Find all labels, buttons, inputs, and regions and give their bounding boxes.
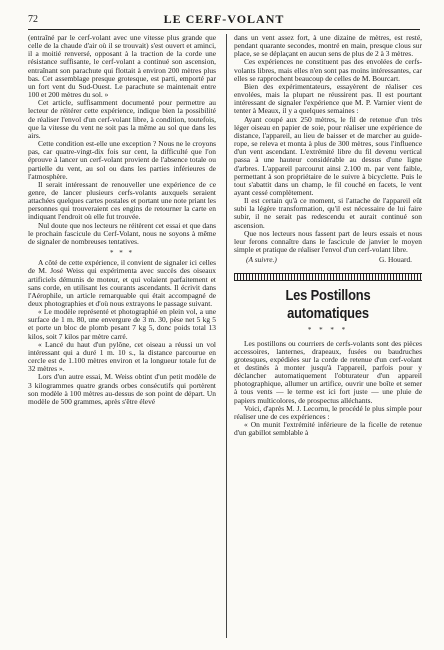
right-column xyxy=(234,34,422,437)
left-column xyxy=(28,34,216,406)
paragraph: Ayant coupé aux 250 mètres, le fil de retenue d'un très léger oiseau en papier de soie, pour réaliser une expérience de distance, l'appareil, au lieu de baisser et de marcher au guide-rope, se releva et monta à plus de 300 mètres, sous l'influence d'un vent ascendant. L'extrémité libre du fil devenu vertical passa à une hauteur considérable au dessus d'une ligne d'arbres. L'appareil parcourut ainsi 2.100 m. par vent faible, permettant à son propriétaire de le suivre à bicyclette. Puis le tout s'abattit dans un champ, le fil couché en facets, le vent ayant cessé complètement. xyxy=(234,114,422,197)
title-stars: * * * * xyxy=(307,326,349,335)
paragraph: Bien des expérimentateurs, essayèrent de réaliser ces envolées, mais la plupart ne réussirent pas. Il est pourtant intéressant de signaler l'expérience que M. P. Varnier vient de tenter à Meaux, il y a quelques semaines : xyxy=(234,81,422,116)
paragraph: Nul doute que nos lecteurs ne réitèrent cet essai et que dans le prochain fascicule du Cerf-Volant, nous ne soyons à même de signaler de nombreuses tentatives. xyxy=(28,220,216,246)
running-title: LE CERF-VOLANT xyxy=(163,12,285,26)
section-stars: * * * xyxy=(110,249,134,258)
paragraph: « Le modèle représenté et photographié en plein vol, a une surface de 1 m. 80, une envergure de 3 m. 30, pèse net 5 kg 5 et porte un bloc de plomb pesant 7 kg 5, donc poids total 13 kilos, soit 7 kilos par mètre carré. xyxy=(28,307,216,341)
paragraph: Il est certain qu'à ce moment, si l'attache de l'appareil eût subi la légère transformation, qu'il est nécessaire de lui faire subir, il ne serait pas redescendu et aurait continué son ascension. xyxy=(234,196,422,230)
column-divider xyxy=(226,34,227,638)
paragraph: Les postillons ou courriers de cerfs-volants sont des pièces accessoires, lanternes, drapeaux, fusées ou baudruches grotesques, expédiées sur la corde de retenue d'un cerf-volant et destinés à monter jusqu'à l'appareil, parfois pour y déclancher automatiquement l'obturateur d'un appareil photographique, allumer un artifice, ouvrir une boîte et semer à tous vents — le terme est ici fort juste — une pluie de papiers multicolores, de prospectus alléchants. xyxy=(234,338,422,405)
paragraph: Cette condition est-elle une exception ? Nous ne le croyons pas, car quatre-vingt-dix fois sur cent, la difficulté que l'on éprouve à lancer un cerf-volant provient de l'absence totale ou partielle du vent, au sol ou dans les parties inférieures de l'atmosphère. xyxy=(28,139,216,181)
paragraph: Lors d'un autre essai, M. Weiss obtint d'un petit modèle de 3 kilogrammes quatre grands orbes consécutifs qui portèrent son modèle à 100 mètres au-dessus de son point de départ. Un modèle de 500 grammes, après s'être élevé xyxy=(28,372,216,406)
paragraph: Il serait intéressant de renouveller une expérience de ce genre, de lancer plusieurs cerfs-volants auxquels seraient attachées quelques cartes postales et portant une note priant les personnes qui trouveraient ces engins de retourner la carte en indiquant l'endroit où elle fut trouvée. xyxy=(28,179,216,222)
paragraph: Cet article, suffisamment documenté pour permettre au lecteur de réitérer cette expérience, indique bien la possibilité de réaliser l'envol d'un cerf-volant libre, à condition, toutefois, que la vitesse du vent ne soit pas la même au sol que dans les airs. xyxy=(28,98,216,140)
paragraph: (entraîné par le cerf-volant avec une vitesse plus grande que celle de la chaude d'air où il se trouvait) s'est ouvert et aminci, il a moitié renversé, opposant à la traction de la corde une résistance suffisante, le cerf-volant a continué son ascension, entraînant son parachute qui flottait à environ 200 mètres plus bas. Cet assemblage presque grotesque, est parti, emporté par un fort vent du Sud-Ouest. Le parachute se maintenait entre 100 et 200 mètres du sol. » xyxy=(28,33,216,100)
paragraph: Que nos lecteurs nous fassent part de leurs essais et nous leur ferons connaître dans le fascicule de janvier le moyen simple et pratique de réaliser l'envol d'un cerf-volant libre. xyxy=(234,228,422,255)
page-header xyxy=(28,12,420,28)
paragraph: Voici, d'après M. J. Lecornu, le procédé le plus simple pour réaliser une de ces expériences : xyxy=(234,403,422,421)
paragraph: Ces expériences ne constituent pas des envolées de cerfs-volants libres, mais elles n'en sont pas moins intéressantes, car elles se rapprochent beaucoup de celles de M. Bourcart. xyxy=(234,57,422,83)
article-title: Les Postillons automatiques xyxy=(285,287,371,323)
to-be-continued: (A suivre.) xyxy=(246,255,277,265)
paragraph: « On munit l'extrémité inférieure de la ficelle de retenue d'un gabillot semblable à xyxy=(234,420,422,438)
paragraph: A côté de cette expérience, il convient de signaler ici celles de M. José Weiss qui expérimenta avec succès des oiseaux artificiels démunis de moteur, et qui volaient parfaitement et sans corde, en utilisant les courants ascendants. Il écrivit dans l'Aérophile, un article remarquable qui était accompagné de deux photographies et d'où nous extrayons le passage suivant. xyxy=(28,258,216,308)
article-signature xyxy=(246,256,412,264)
decorative-rule xyxy=(234,273,422,281)
paragraph: « Lancé du haut d'un pylône, cet oiseau a réussi un vol intéressant qui a duré 1 m. 10 s., la distance parcourue en cercle est de 1.100 mètres environ et la longueur totale fut de 32 mètres ». xyxy=(28,339,216,374)
paragraph: dans un vent assez fort, à une dizaine de mètres, est resté, pendant quarante secondes, montré en main, presque clous sur place, se se déplaçant en aucun sens de plus de 2 à 3 mètres. xyxy=(234,33,422,59)
author-name: G. Houard. xyxy=(378,255,412,265)
header-rule xyxy=(28,29,420,30)
page-number: 72 xyxy=(28,14,38,25)
